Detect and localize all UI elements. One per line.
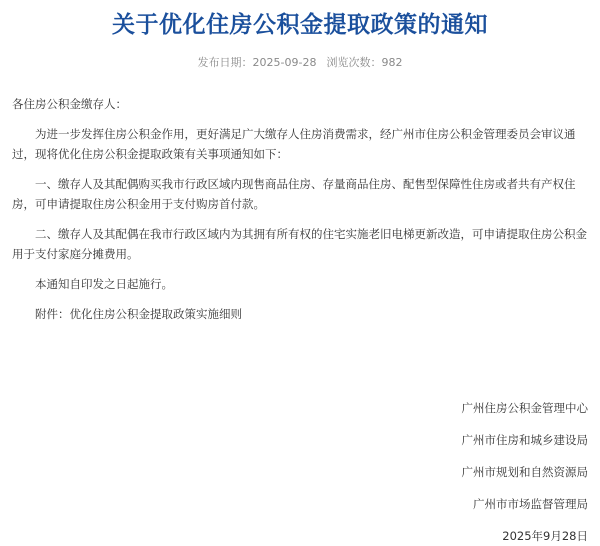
signatory-housing-bureau: 广州市住房和城乡建设局 [461,433,588,447]
publish-date: 2025-09-28 [252,56,317,69]
policy-item-2: 二、缴存人及其配偶在我市行政区域内为其拥有所有权的住宅实施老旧电梯更新改造，可申请提取住房公积金用于支付家庭分摊费用。 [12,227,587,261]
views-label: 浏览次数： [326,56,382,69]
views-count: 982 [381,56,403,69]
attachment-link[interactable]: 附件：优化住房公积金提取政策实施细则 [35,307,242,321]
signatory-market-regulation-bureau: 广州市市场监督管理局 [473,497,588,511]
salutation: 各住房公积金缴存人： [12,97,127,111]
signatory-planning-bureau: 广州市规划和自然资源局 [461,465,588,479]
article-body [12,94,588,334]
article-title: 关于优化住房公积金提取政策的通知 [112,12,488,38]
notice-date: 2025年9月28日 [502,529,588,543]
publish-date-label: 发布日期： [197,56,253,69]
policy-item-1: 一、缴存人及其配偶购买我市行政区域内现售商品住房、存量商品住房、配售型保障性住房或者共有产权住房，可申请提取住房公积金用于支付购房首付款。 [12,177,576,211]
intro-paragraph: 为进一步发挥住房公积金作用，更好满足广大缴存人住房消费需求，经广州市住房公积金管理委员会审议通过，现将优化住房公积金提取政策有关事项通知如下： [12,127,576,161]
effective-notice: 本通知自印发之日起施行。 [35,277,173,291]
signatory-housing-fund-center: 广州住房公积金管理中心 [461,401,588,415]
article-meta [0,55,600,71]
